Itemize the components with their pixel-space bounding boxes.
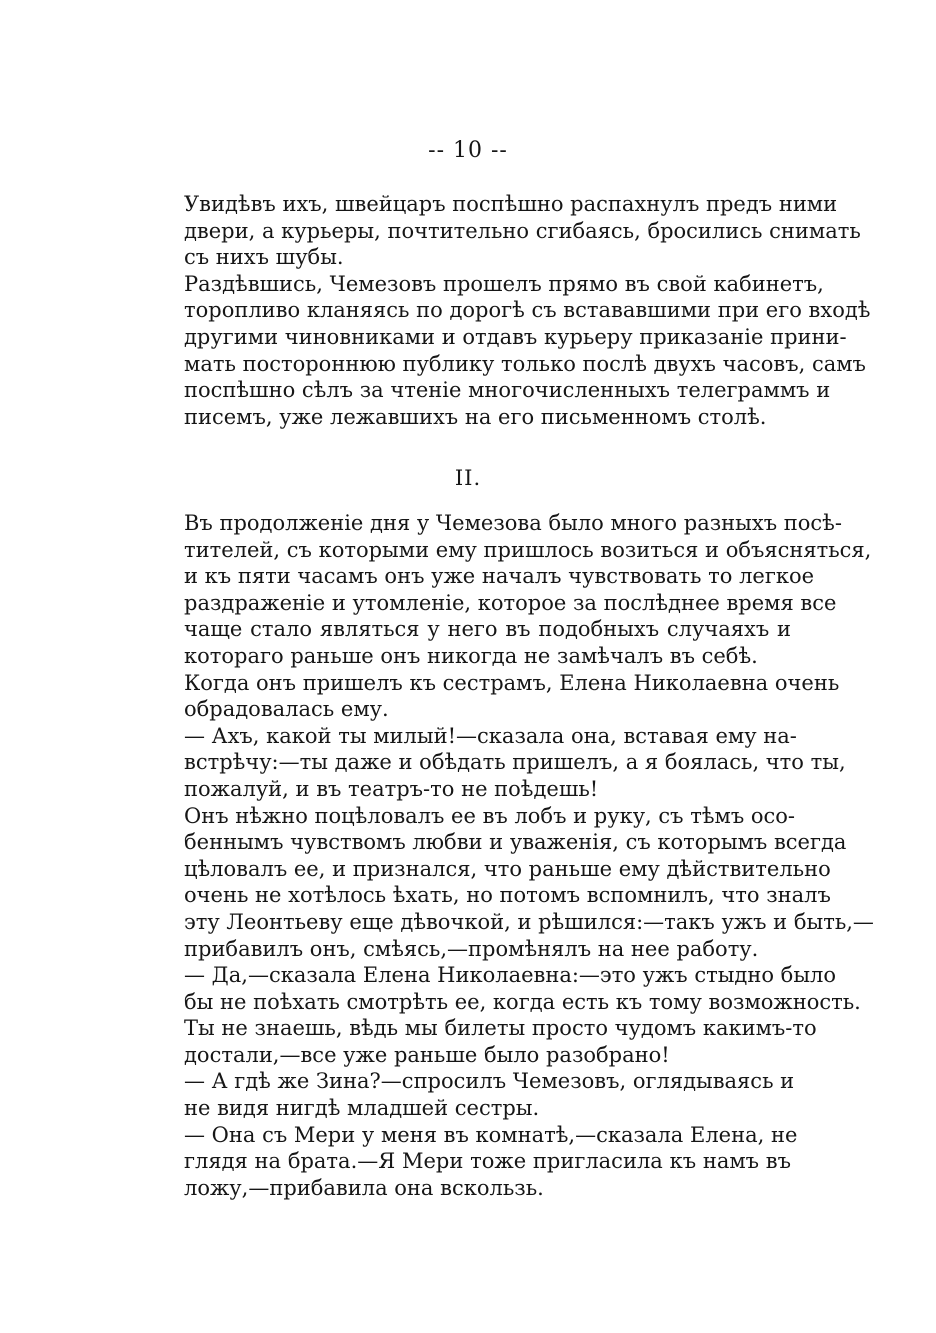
text-line: раздраженіе и утомленіе, которое за послѣднее время все xyxy=(184,590,837,615)
text-line: и къ пяти часамъ онъ уже началъ чувствовать то легкое xyxy=(184,564,815,589)
text-line: пожалуй, и въ театръ-то не поѣдешь! xyxy=(184,776,599,801)
text-line: Когда онъ пришелъ къ сестрамъ, Елена Николаевна очень xyxy=(184,670,840,695)
paragraph xyxy=(150,1122,798,1202)
text-line: тителей, съ которыми ему пришлось возиться и объясняться, xyxy=(184,537,872,562)
text-line: бы не поѣхать смотрѣть ее, когда есть къ тому возможность. xyxy=(184,989,861,1014)
text-line: — А гдѣ же Зина?—спросилъ Чемезовъ, оглядываясь и xyxy=(184,1069,795,1094)
text-line: встрѣчу:—ты даже и обѣдать пришелъ, а я боялась, что ты, xyxy=(184,750,846,775)
paragraph xyxy=(150,723,846,803)
text-line: цѣловалъ ее, и признался, что раньше ему дѣйствительно xyxy=(184,856,831,881)
text-line: обрадовалась ему. xyxy=(184,697,389,722)
text-line: Въ продолженіе дня у Чемезова было много разныхъ посѣ- xyxy=(184,511,842,535)
paragraph xyxy=(150,191,861,271)
text-line: Увидѣвъ ихъ, швейцаръ поспѣшно распахнулъ предъ ними xyxy=(184,192,838,216)
text-line: очень не хотѣлось ѣхать, но потомъ вспомнилъ, что зналъ xyxy=(184,883,831,908)
text-line: — Да,—сказала Елена Николаевна:—это ужъ стыдно было xyxy=(184,963,837,988)
paragraph xyxy=(150,1068,795,1121)
text-line: котораго раньше онъ никогда не замѣчалъ въ себѣ. xyxy=(184,643,758,668)
paragraph xyxy=(150,510,872,670)
text-line: эту Леонтьеву еще дѣвочкой, и рѣшился:—такъ ужъ и быть,— xyxy=(184,909,874,934)
text-line: поспѣшно сѣлъ за чтеніе многочисленныхъ телеграммъ и xyxy=(184,378,831,403)
section-heading: II. xyxy=(454,466,482,490)
text-line: беннымъ чувствомъ любви и уваженія, съ которымъ всегда xyxy=(184,830,847,855)
text-line: Ты не знаешь, вѣдь мы билеты просто чудомъ какимъ-то xyxy=(184,1016,817,1041)
text-line: достали,—все уже раньше было разобрано! xyxy=(184,1042,670,1067)
text-line: двери, а курьеры, почтительно сгибаясь, бросились снимать xyxy=(184,218,861,243)
text-line: глядя на брата.—Я Мери тоже пригласила къ намъ въ xyxy=(184,1149,791,1174)
text-line: съ нихъ шубы. xyxy=(184,245,344,270)
text-line: — Она съ Мери у меня въ комнатѣ,—сказала Елена, не xyxy=(184,1122,798,1147)
paragraph xyxy=(150,962,861,1068)
paragraph xyxy=(150,271,871,431)
text-line: — Ахъ, какой ты милый!—сказала она, вставая ему на- xyxy=(184,723,797,748)
text-line: ложу,—прибавила она вскользь. xyxy=(184,1175,544,1200)
text-line: прибавилъ онъ, смѣясь,—промѣнялъ на нее работу. xyxy=(184,936,759,961)
text-block-bottom xyxy=(150,510,874,1201)
text-line: торопливо кланяясь по дорогѣ съ встававшими при его входѣ xyxy=(184,298,871,323)
paragraph xyxy=(150,803,874,963)
page-number: -- 10 -- xyxy=(428,138,508,163)
text-line: другими чиновниками и отдавъ курьеру приказаніе прини- xyxy=(184,324,847,349)
text-line: писемъ, уже лежавшихъ на его письменномъ столѣ. xyxy=(184,404,767,429)
text-block-top xyxy=(150,191,871,430)
text-line: чаще стало являться у него въ подобныхъ случаяхъ и xyxy=(184,617,791,642)
text-line: мать постороннюю публику только послѣ двухъ часовъ, самъ xyxy=(184,351,866,376)
text-line: не видя нигдѣ младшей сестры. xyxy=(184,1096,540,1121)
paragraph xyxy=(150,670,840,723)
text-line: Онъ нѣжно поцѣловалъ ее въ лобъ и руку, съ тѣмъ осо- xyxy=(184,803,795,828)
text-line: Раздѣвшись, Чемезовъ прошелъ прямо въ свой кабинетъ, xyxy=(184,271,824,296)
